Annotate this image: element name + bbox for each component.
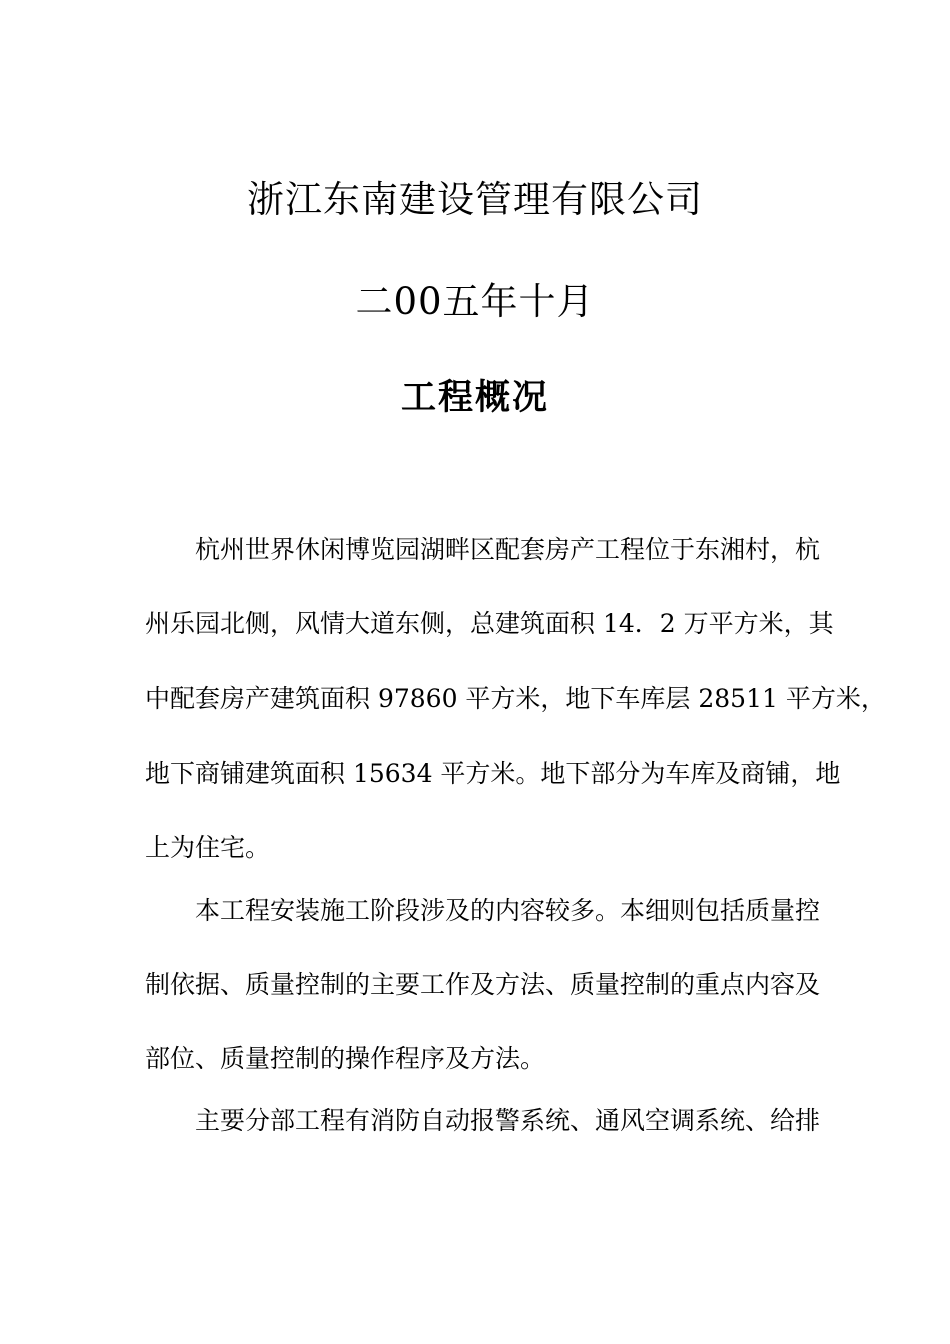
paragraph-2-line-1: 本工程安装施工阶段涉及的内容较多。本细则包括质量控: [195, 896, 821, 925]
paragraph-1-line-5: 上为住宅。: [145, 833, 271, 862]
paragraph-1-line-4: 地下商铺建筑面积 15634 平方米。地下部分为车库及商铺，地: [145, 759, 841, 788]
paragraph-1-line-3: 中配套房产建筑面积 97860 平方米，地下车库层 28511 平方米，: [145, 684, 886, 713]
paragraph-2-line-2: 制依据、质量控制的主要工作及方法、质量控制的重点内容及: [145, 970, 821, 999]
document-date: 二00五年十月: [355, 280, 595, 323]
paragraph-3-line-1: 主要分部工程有消防自动报警系统、通风空调系统、给排: [195, 1106, 821, 1135]
paragraph-1-line-2: 州乐园北侧，风情大道东侧，总建筑面积 14．2 万平方米，其: [145, 609, 834, 638]
section-title: 工程概况: [400, 378, 549, 418]
paragraph-1-line-1: 杭州世界休闲博览园湖畔区配套房产工程位于东湘村，杭: [195, 535, 821, 564]
company-name: 浙江东南建设管理有限公司: [247, 178, 703, 221]
paragraph-2-line-3: 部位、质量控制的操作程序及方法。: [145, 1044, 546, 1073]
